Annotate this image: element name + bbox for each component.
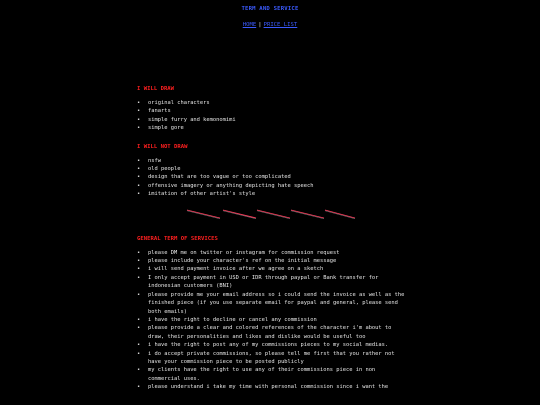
divider-dash-highlight [291,210,324,218]
list-item: • please DM me on twitter or instagram for commission request [137,249,407,257]
divider-dash [291,210,324,218]
divider-dash [257,210,290,218]
list-item: • I only accept payment in USD or IDR through paypal or Bank transfer for indonesian customers (BNI) [137,274,407,291]
top-nav [0,21,540,29]
will-not-draw-heading: I WILL NOT DRAW [137,143,188,150]
divider-dash-highlight [223,210,256,218]
page-header [0,5,540,29]
divider-dash [325,210,355,218]
list-item: • i have the right to decline or cancel any commission [137,316,407,324]
list-item: • i do accept private commissions, so please tell me first that you rather not have your commission piece to be posted publicly [137,350,407,367]
main-content [137,85,407,392]
list-item: • old people [137,165,407,173]
divider-dash-highlight [257,210,290,218]
list-item: • please understand i take my time with personal commission since i want the [137,383,407,391]
nav-price-list-link[interactable]: PRICE LIST [263,22,298,28]
decorative-divider [137,205,407,225]
list-item: • simple gore [137,124,407,132]
list-item: • nsfw [137,157,407,165]
list-item: • offensive imagery or anything depicting hate speech [137,182,407,190]
page-title: TERM AND SERVICE [241,6,299,12]
will-draw-heading: I WILL DRAW [137,86,175,92]
list-item: • simple furry and kemonomimi [137,116,407,124]
list-item: • original characters [137,99,407,107]
list-item: • fanarts [137,107,407,115]
will-not-draw-list [137,157,407,199]
divider-dashes-graphic [137,205,407,225]
list-item: • please include your character's ref on the initial message [137,257,407,265]
nav-home-link[interactable]: HOME [242,22,257,28]
divider-dash-highlight [325,210,355,218]
list-item: • i have the right to post any of my commissions pieces to my social medias. [137,341,407,349]
list-item: • imitation of other artist's style [137,190,407,198]
will-draw-list [137,99,407,133]
tos-list [137,249,407,392]
list-item: • my clients have the right to use any of their commissions piece in non commercial uses. [137,366,407,383]
list-item: • please provide me your email address so i could send the invoice as well as the finished piece (if you use separate email for paypal and general, please send both emails) [137,291,407,316]
nav-separator: | [258,22,262,28]
list-item: • i will send payment invoice after we agree on a sketch [137,265,407,273]
list-item: • design that are too vague or too complicated [137,173,407,181]
list-item: • please provide a clear and colored references of the character i'm about to draw, their personalities and likes and dislike would be useful too [137,324,407,341]
tos-heading: GENERAL TERM OF SERVICES [137,235,218,242]
divider-dash-highlight [187,210,220,218]
divider-dash [223,210,256,218]
divider-dash [187,210,220,218]
